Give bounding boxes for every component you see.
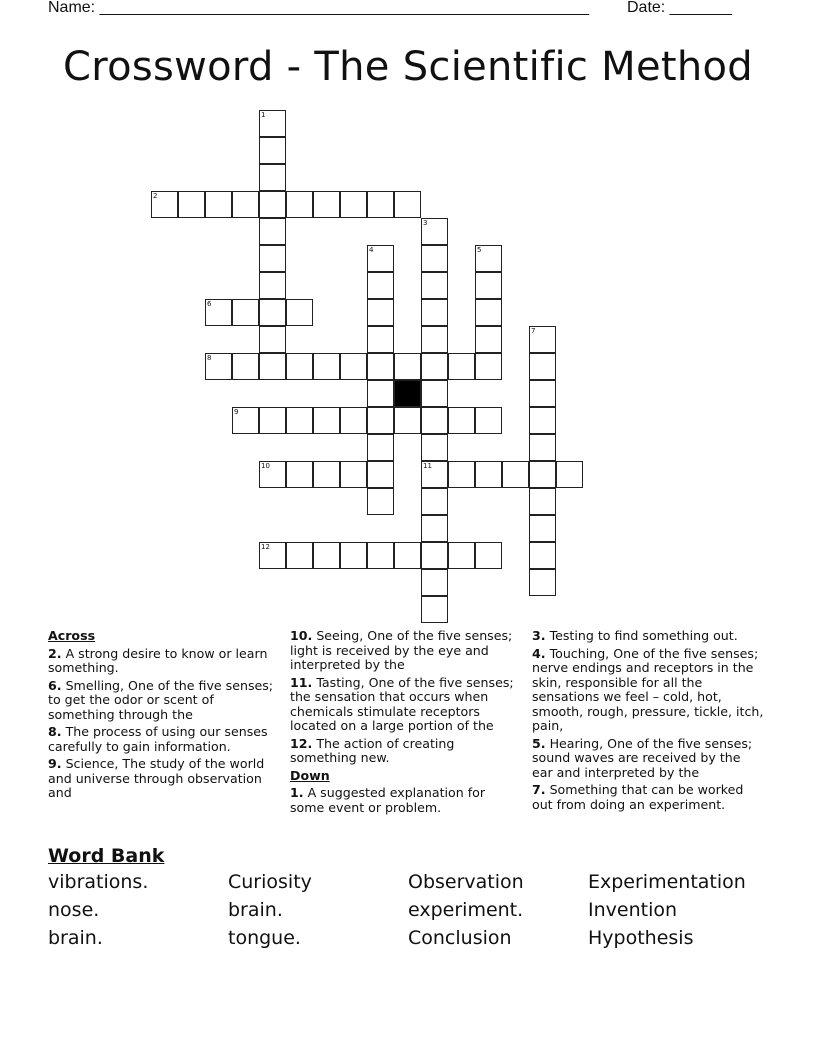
crossword-cell[interactable]	[259, 542, 286, 569]
word-bank-item: Hypothesis	[588, 927, 694, 949]
crossword-cell[interactable]	[421, 596, 448, 623]
word-bank-item: Conclusion	[408, 927, 512, 949]
crossword-cell[interactable]	[259, 218, 286, 245]
crossword-cell[interactable]	[421, 542, 448, 569]
crossword-cell[interactable]	[286, 407, 313, 434]
clue-across-2: 2. A strong desire to know or learn something.	[48, 645, 268, 675]
crossword-cell[interactable]	[556, 461, 583, 488]
clue-across-9: 9. Science, The study of the world and universe through observation and	[48, 756, 265, 800]
crossword-cell[interactable]	[448, 542, 475, 569]
word-bank-item: nose.	[48, 899, 100, 921]
clue-number: 3	[423, 219, 428, 227]
word-bank-item: vibrations.	[48, 871, 149, 893]
clue-across-6: 6. Smelling, One of the five senses; to get the odor or scent of something through the	[48, 677, 274, 722]
crossword-cell[interactable]	[340, 191, 367, 218]
clue-number: 6	[207, 300, 212, 308]
crossword-cell[interactable]	[232, 407, 259, 434]
crossword-cell[interactable]	[529, 515, 556, 542]
crossword-cell[interactable]	[394, 542, 421, 569]
crossword-cell[interactable]	[367, 488, 394, 515]
crossword-cell[interactable]	[502, 461, 529, 488]
date-field-label: Date: _______	[627, 0, 732, 16]
crossword-cell[interactable]	[529, 434, 556, 461]
crossword-cell[interactable]	[475, 245, 502, 272]
crossword-cell[interactable]	[367, 542, 394, 569]
clue-across-11: 11. Tasting, One of the five senses; the sensation that occurs when chemicals stimulate receptors located on a large portion of the	[290, 674, 514, 733]
clue-down-1: 1. A suggested explanation for some event or problem.	[290, 785, 486, 815]
crossword-cell[interactable]	[421, 272, 448, 299]
crossword-cell[interactable]	[259, 326, 286, 353]
crossword-cell[interactable]	[151, 191, 178, 218]
crossword-cell[interactable]	[340, 407, 367, 434]
crossword-cell[interactable]	[313, 461, 340, 488]
crossword-cell[interactable]	[475, 542, 502, 569]
crossword-cell[interactable]	[529, 488, 556, 515]
crossword-cell[interactable]	[394, 353, 421, 380]
word-bank-item: Invention	[588, 899, 678, 921]
page-title: Crossword - The Scientific Method	[62, 44, 754, 90]
crossword-cell[interactable]	[421, 245, 448, 272]
crossword-cell[interactable]	[286, 299, 313, 326]
crossword-cell[interactable]	[421, 218, 448, 245]
crossword-cell[interactable]	[340, 461, 367, 488]
crossword-cell[interactable]	[421, 461, 448, 488]
crossword-cell[interactable]	[475, 326, 502, 353]
crossword-cell[interactable]	[421, 515, 448, 542]
crossword-cell[interactable]	[529, 326, 556, 353]
clue-down-4: 4. Touching, One of the five senses; nerve endings and receptors in the skin, responsible for all the sensations we feel – cold, hot, smooth, rough, pressure, tickle, itch, pain,	[532, 645, 764, 733]
clue-across-10: 10. Seeing, One of the five senses; light is received by the eye and interpreted by the	[290, 628, 513, 672]
crossword-cell[interactable]	[259, 191, 286, 218]
crossword-cell[interactable]	[313, 353, 340, 380]
crossword-cell[interactable]	[259, 272, 286, 299]
word-bank-item: experiment.	[408, 899, 524, 921]
crossword-cell[interactable]	[421, 299, 448, 326]
crossword-cell[interactable]	[529, 461, 556, 488]
clue-number: 2	[153, 192, 158, 200]
crossword-cell[interactable]	[367, 272, 394, 299]
crossword-cell[interactable]	[367, 434, 394, 461]
crossword-cell[interactable]	[475, 461, 502, 488]
word-bank-item: Observation	[408, 871, 524, 893]
clue-across-12: 12. The action of creating something new.	[290, 735, 455, 765]
word-bank	[48, 871, 788, 949]
crossword-cell[interactable]	[313, 407, 340, 434]
crossword-cell[interactable]	[529, 569, 556, 596]
crossword-cell[interactable]	[340, 353, 367, 380]
crossword-cell[interactable]	[421, 569, 448, 596]
crossword-cell[interactable]	[475, 407, 502, 434]
clue-number: 7	[531, 327, 536, 335]
crossword-cell[interactable]	[529, 407, 556, 434]
clue-down-7: 7. Something that can be worked out from doing an experiment.	[532, 782, 744, 812]
crossword-cell[interactable]	[259, 353, 286, 380]
crossword-cell[interactable]	[421, 407, 448, 434]
word-bank-item: tongue.	[228, 927, 301, 949]
crossword-cell[interactable]	[313, 191, 340, 218]
crossword-cell[interactable]	[475, 299, 502, 326]
crossword-cell[interactable]	[421, 326, 448, 353]
crossword-cell[interactable]	[367, 380, 394, 407]
clues-column-1	[48, 629, 280, 804]
crossword-cell[interactable]	[259, 137, 286, 164]
clue-down-5: 5. Hearing, One of the five senses; sound waves are received by the ear and interpreted by the	[532, 735, 753, 780]
word-bank-item: brain.	[48, 927, 103, 949]
crossword-cell[interactable]	[448, 407, 475, 434]
clue-number: 8	[207, 354, 212, 362]
clue-number: 11	[423, 462, 432, 470]
crossword-cell[interactable]	[205, 353, 232, 380]
crossword-cell[interactable]	[421, 353, 448, 380]
crossword-cell[interactable]	[367, 461, 394, 488]
word-bank-item: Curiosity	[228, 871, 312, 893]
crossword-cell[interactable]	[529, 542, 556, 569]
crossword-cell[interactable]	[232, 353, 259, 380]
crossword-cell[interactable]	[367, 407, 394, 434]
crossword-cell[interactable]	[286, 191, 313, 218]
clue-down-3: 3. Testing to find something out.	[532, 628, 738, 643]
crossword-cell[interactable]	[232, 191, 259, 218]
crossword-cell[interactable]	[367, 326, 394, 353]
clue-number: 9	[234, 408, 239, 416]
crossword-cell[interactable]	[367, 245, 394, 272]
across-heading: Across	[48, 628, 96, 643]
clue-number: 4	[369, 246, 374, 254]
crossword-cell[interactable]	[286, 461, 313, 488]
crossword-cell[interactable]	[178, 191, 205, 218]
clue-number: 10	[261, 462, 270, 470]
word-bank-item: brain.	[228, 899, 283, 921]
crossword-cell[interactable]	[259, 461, 286, 488]
crossword-cell[interactable]	[367, 191, 394, 218]
crossword-cell[interactable]	[259, 407, 286, 434]
word-bank-item: Experimentation	[588, 871, 746, 893]
crossword-cell[interactable]	[421, 488, 448, 515]
clue-number: 1	[261, 111, 266, 119]
crossword-cell[interactable]	[394, 191, 421, 218]
name-field-label: Name: _______________________________________________________	[48, 0, 589, 16]
crossword-cell[interactable]	[205, 191, 232, 218]
crossword-cell[interactable]	[448, 353, 475, 380]
down-heading: Down	[290, 767, 330, 783]
crossword-cell[interactable]	[259, 245, 286, 272]
crossword-cell[interactable]	[286, 353, 313, 380]
crossword-cell[interactable]	[259, 110, 286, 137]
crossword-cell[interactable]	[448, 461, 475, 488]
crossword-cell[interactable]	[367, 299, 394, 326]
crossword-cell[interactable]	[529, 353, 556, 380]
clue-number: 12	[261, 543, 270, 551]
crossword-cell[interactable]	[475, 353, 502, 380]
crossword-cell[interactable]	[313, 542, 340, 569]
crossword-cell[interactable]	[421, 380, 448, 407]
clues-column-3	[532, 629, 764, 815]
crossword-cell[interactable]	[286, 542, 313, 569]
crossword-cell[interactable]	[367, 353, 394, 380]
crossword-cell[interactable]	[232, 299, 259, 326]
crossword-cell[interactable]	[475, 272, 502, 299]
crossword-cell[interactable]	[259, 299, 286, 326]
crossword-cell[interactable]	[259, 164, 286, 191]
clues-column-2	[290, 629, 522, 818]
crossword-cell[interactable]	[529, 380, 556, 407]
clue-across-8: 8. The process of using our senses carefully to gain information.	[48, 724, 268, 754]
clue-number: 5	[477, 246, 482, 254]
crossword-cell[interactable]	[340, 542, 367, 569]
crossword-block	[394, 380, 421, 407]
word-bank-title: Word Bank	[48, 845, 165, 867]
crossword-cell[interactable]	[205, 299, 232, 326]
crossword-cell[interactable]	[421, 434, 448, 461]
crossword-cell[interactable]	[394, 407, 421, 434]
